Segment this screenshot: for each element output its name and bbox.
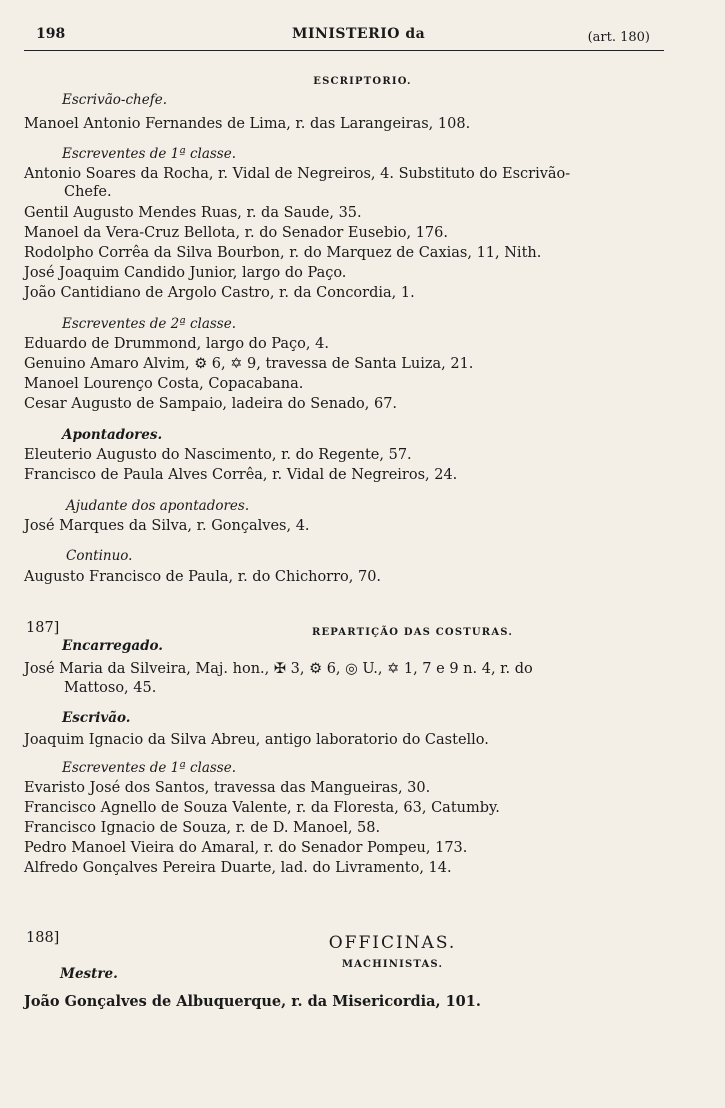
entry-escrevente-2: Genuino Amaro Alvim, ⚙ 6, ✡ 9, travessa de Santa Luiza, 21. — [24, 356, 474, 372]
entry-escrevente-2: Manoel Lourenço Costa, Copacabana. — [24, 376, 304, 392]
article-reference: (art. 180) — [587, 30, 650, 45]
subheading-machinistas: MACHINISTAS. — [341, 959, 444, 970]
role-escrivao-chefe: Escrivão-chefe. — [62, 92, 168, 108]
article-number-187: 187] — [26, 620, 60, 636]
role-escreventes-1-costuras: Escreventes de 1ª classe. — [62, 760, 237, 776]
entry-escrevente-costuras: Alfredo Gonçalves Pereira Duarte, lad. do Livramento, 14. — [24, 860, 452, 876]
role-escreventes-1: Escreventes de 1ª classe. — [62, 146, 237, 162]
role-escrivao: Escrivão. — [62, 710, 131, 726]
entry-mestre: João Gonçalves de Albuquerque, r. da Misericordia, 101. — [24, 993, 481, 1010]
role-continuo: Continuo. — [66, 548, 133, 564]
role-apontadores: Apontadores. — [62, 427, 163, 443]
entry-encarregado: José Maria da Silveira, Maj. hon., ✠ 3, ⚙ 6, ◎ U., ✡ 1, 7 e 9 n. 4, r. do — [24, 661, 533, 677]
entry-escrevente-2: Cesar Augusto de Sampaio, ladeira do Senado, 67. — [24, 396, 398, 412]
entry-escrevente-2: Eduardo de Drummond, largo do Paço, 4. — [24, 336, 329, 352]
entry-encarregado-cont: Mattoso, 45. — [64, 680, 157, 696]
page-number: 198 — [36, 26, 66, 42]
entry-escrevente-1: José Joaquim Candido Junior, largo do Paço. — [24, 265, 347, 281]
entry-escrevente-costuras: Francisco Ignacio de Souza, r. de D. Manoel, 58. — [24, 820, 381, 836]
running-title: MINISTERIO da — [292, 26, 426, 42]
role-mestre: Mestre. — [60, 966, 118, 982]
entry-continuo: Augusto Francisco de Paula, r. do Chichorro, 70. — [24, 569, 382, 585]
entry-escrevente-costuras: Francisco Agnello de Souza Valente, r. da Floresta, 63, Catumby. — [24, 800, 500, 816]
entry-escrevente-costuras: Evaristo José dos Santos, travessa das Mangueiras, 30. — [24, 780, 431, 796]
entry-escrevente-1: Rodolpho Corrêa da Silva Bourbon, r. do Marquez de Caxias, 11, Nith. — [24, 245, 542, 261]
entry-escrevente-costuras: Pedro Manoel Vieira do Amaral, r. do Senador Pompeu, 173. — [24, 840, 468, 856]
role-ajudante: Ajudante dos apontadores. — [66, 498, 250, 514]
section-heading-escriptorio: ESCRIPTORIO. — [313, 76, 412, 87]
entry-escrevente-1-cont: Chefe. — [64, 184, 112, 200]
page-header — [24, 26, 664, 51]
entry-escrevente-1: Gentil Augusto Mendes Ruas, r. da Saude, 35. — [24, 205, 362, 221]
entry-escrevente-1: Antonio Soares da Rocha, r. Vidal de Negreiros, 4. Substituto do Escrivão- — [24, 166, 571, 182]
role-escreventes-2: Escreventes de 2ª classe. — [62, 316, 237, 332]
section-heading-costuras: REPARTIÇÃO DAS COSTURAS. — [311, 627, 514, 638]
entry-escrevente-1: João Cantidiano de Argolo Castro, r. da Concordia, 1. — [24, 285, 415, 301]
entry-escrivao: Joaquim Ignacio da Silva Abreu, antigo laboratorio do Castello. — [24, 732, 489, 748]
article-number-188: 188] — [26, 930, 60, 946]
section-heading-officinas: OFFICINAS. — [328, 933, 457, 953]
entry-escrivao-chefe: Manoel Antonio Fernandes de Lima, r. das Larangeiras, 108. — [24, 116, 471, 132]
entry-escrevente-1: Manoel da Vera-Cruz Bellota, r. do Senador Eusebio, 176. — [24, 225, 448, 241]
entry-ajudante: José Marques da Silva, r. Gonçalves, 4. — [24, 518, 310, 534]
entry-apontador: Francisco de Paula Alves Corrêa, r. Vidal de Negreiros, 24. — [24, 467, 458, 483]
role-encarregado: Encarregado. — [62, 638, 163, 654]
entry-apontador: Eleuterio Augusto do Nascimento, r. do Regente, 57. — [24, 447, 412, 463]
